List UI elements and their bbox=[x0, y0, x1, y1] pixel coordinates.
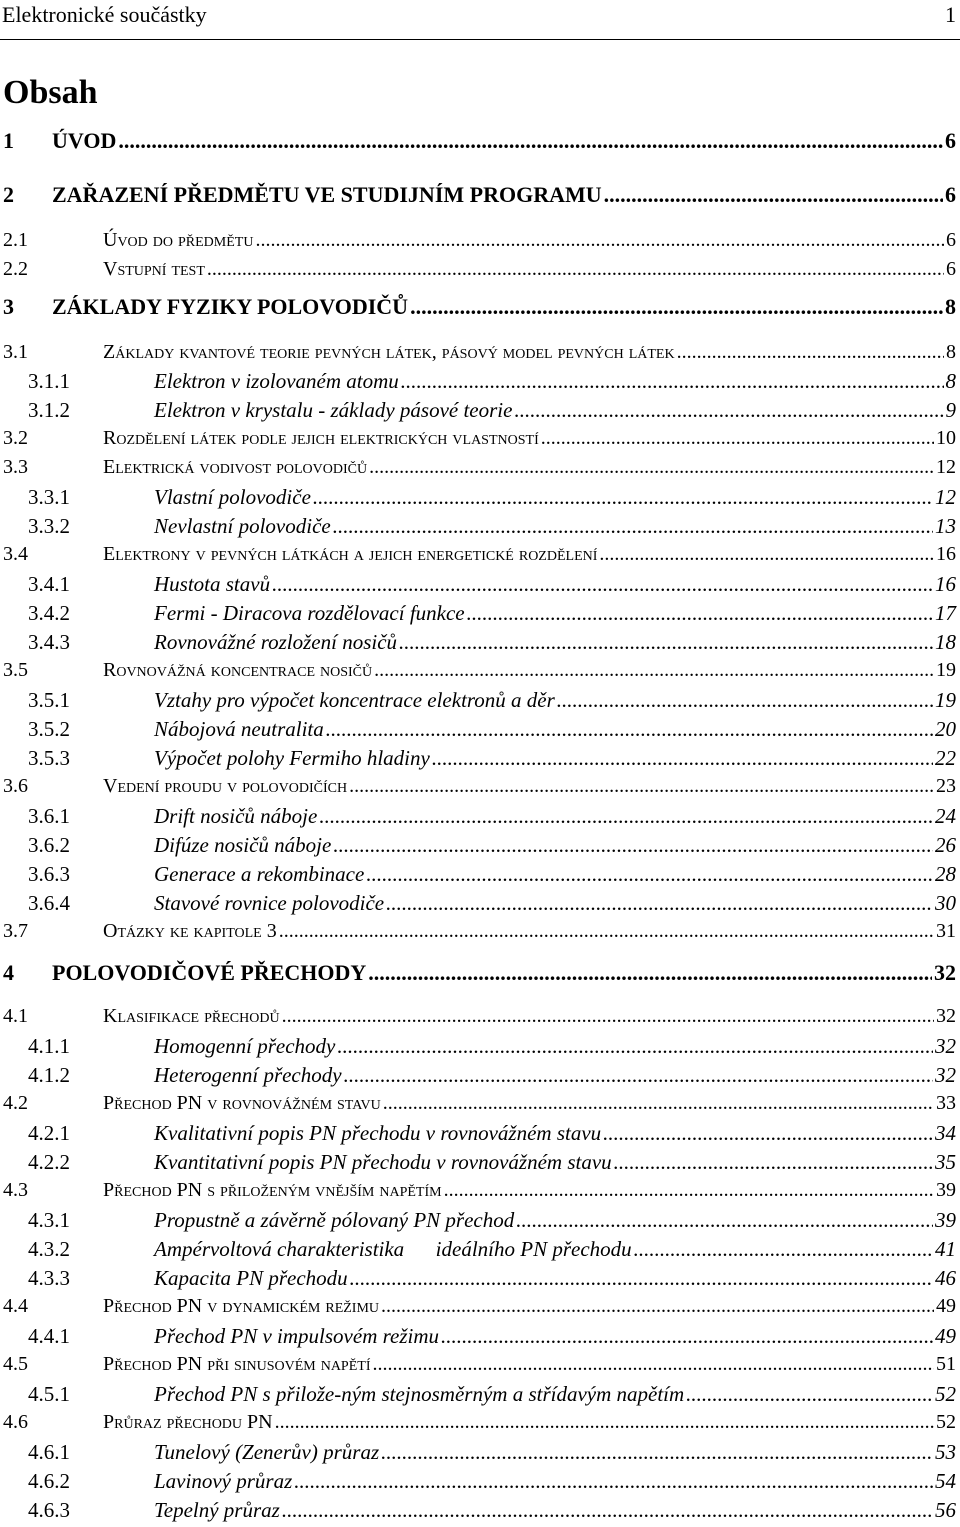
toc-dot-leader bbox=[514, 398, 943, 423]
toc-entry-number: 4.3.1 bbox=[28, 1208, 70, 1232]
toc-entry-page: 32 bbox=[934, 960, 956, 985]
toc-dot-leader bbox=[386, 891, 933, 916]
toc-entry-page: 35 bbox=[935, 1150, 956, 1174]
toc-entry[interactable] bbox=[0, 456, 960, 479]
toc-entry-page: 12 bbox=[936, 456, 956, 478]
toc-entry-page: 32 bbox=[936, 1005, 956, 1027]
toc-dot-leader bbox=[368, 960, 932, 986]
toc-entry[interactable] bbox=[0, 369, 960, 394]
toc-entry-number: 2.2 bbox=[3, 258, 28, 280]
toc-entry-title: Kvantitativní popis PN přechodu v rovnovážném stavu bbox=[154, 1150, 612, 1174]
toc-entry[interactable] bbox=[0, 601, 960, 626]
toc-entry[interactable] bbox=[0, 128, 960, 154]
toc-entry-title: POLOVODIČOVÉ PŘECHODY bbox=[52, 960, 367, 985]
toc-entry-number: 4.1.1 bbox=[28, 1034, 70, 1058]
toc-entry-page: 31 bbox=[936, 920, 956, 942]
toc-entry[interactable] bbox=[0, 341, 960, 364]
toc-entry-page: 8 bbox=[945, 294, 956, 319]
toc-dot-leader bbox=[282, 1498, 933, 1523]
toc-entry[interactable] bbox=[0, 1324, 960, 1349]
toc-entry-number: 3.1 bbox=[3, 341, 28, 363]
toc-entry-number: 3.5.2 bbox=[28, 717, 70, 741]
toc-entry[interactable] bbox=[0, 1063, 960, 1088]
toc-dot-leader bbox=[349, 775, 934, 798]
toc-entry-title: Průraz přechodu PN bbox=[103, 1411, 273, 1433]
toc-entry-title: Úvod do předmětu bbox=[103, 229, 254, 251]
toc-entry[interactable] bbox=[0, 1469, 960, 1494]
toc-entry-title: Heterogenní přechody bbox=[154, 1063, 342, 1087]
toc-entry[interactable] bbox=[0, 717, 960, 742]
toc-entry-number: 4.3 bbox=[3, 1179, 28, 1201]
toc-entry-title: Rovnovážné rozložení nosičů bbox=[154, 630, 398, 654]
toc-entry-title: Tunelový (Zenerův) průraz bbox=[154, 1440, 380, 1464]
toc-dot-leader bbox=[599, 543, 934, 566]
toc-entry-title: Fermi - Diracova rozdělovací funkce bbox=[154, 601, 465, 625]
toc-entry-number: 4.6.3 bbox=[28, 1498, 70, 1522]
toc-entry-title: Elektrická vodivost polovodičů bbox=[103, 456, 368, 478]
toc-dot-leader bbox=[401, 369, 944, 394]
toc-entry-number: 4.1 bbox=[3, 1005, 28, 1027]
toc-entry-number: 4.3.2 bbox=[28, 1237, 70, 1261]
toc-entry[interactable] bbox=[0, 229, 960, 252]
toc-entry-page: 19 bbox=[935, 688, 956, 712]
toc-dot-leader bbox=[344, 1063, 933, 1088]
toc-entry[interactable] bbox=[0, 258, 960, 281]
toc-entry[interactable] bbox=[0, 1498, 960, 1523]
toc-entry-page: 52 bbox=[935, 1382, 956, 1406]
toc-entry-page: 51 bbox=[936, 1353, 956, 1375]
toc-entry[interactable] bbox=[0, 543, 960, 566]
toc-dot-leader bbox=[516, 1208, 933, 1233]
toc-entry-title: Vedení proudu v polovodičích bbox=[103, 775, 348, 797]
toc-entry[interactable] bbox=[0, 1382, 960, 1407]
toc-dot-leader bbox=[467, 601, 933, 626]
toc-entry-title: Základy kvantové teorie pevných látek, pásový model pevných látek bbox=[103, 341, 675, 363]
toc-entry[interactable] bbox=[0, 572, 960, 597]
toc-entry-title: Homogenní přechody bbox=[154, 1034, 336, 1058]
toc-entry-title: Kvalitativní popis PN přechodu v rovnovážném stavu bbox=[154, 1121, 602, 1145]
toc-entry-title: Výpočet polohy Fermiho hladiny bbox=[154, 746, 430, 770]
toc-entry[interactable] bbox=[0, 862, 960, 887]
toc-dot-leader bbox=[313, 485, 933, 510]
header-page-number: 1 bbox=[945, 2, 956, 27]
toc-entry[interactable] bbox=[0, 1295, 960, 1318]
toc-entry[interactable] bbox=[0, 804, 960, 829]
toc-entry[interactable] bbox=[0, 775, 960, 798]
toc-entry-page: 8 bbox=[946, 341, 956, 363]
toc-entry-number: 4.2.1 bbox=[28, 1121, 70, 1145]
toc-dot-leader bbox=[333, 833, 933, 858]
toc-entry-page: 23 bbox=[936, 775, 956, 797]
toc-dot-leader bbox=[326, 717, 933, 742]
toc-entry-title: ÚVOD bbox=[52, 128, 117, 153]
toc-dot-leader bbox=[372, 1353, 934, 1376]
toc-entry[interactable] bbox=[0, 1266, 960, 1291]
toc-entry-number: 3 bbox=[3, 294, 14, 319]
toc-entry-number: 2 bbox=[3, 182, 14, 207]
toc-entry-page: 26 bbox=[935, 833, 956, 857]
toc-entry-title: Vstupní test bbox=[103, 258, 205, 280]
toc-dot-leader bbox=[294, 1469, 933, 1494]
toc-entry-number: 3.7 bbox=[3, 920, 28, 942]
toc-entry-page: 46 bbox=[935, 1266, 956, 1290]
toc-entry-title: Elektron v izolovaném atomu bbox=[154, 369, 399, 393]
toc-entry-page: 34 bbox=[935, 1121, 956, 1145]
toc-entry-title: Rovnovážná koncentrace nosičů bbox=[103, 659, 373, 681]
toc-entry-number: 4.3.3 bbox=[28, 1266, 70, 1290]
toc-dot-leader bbox=[381, 1295, 934, 1318]
toc-entry-number: 4.5.1 bbox=[28, 1382, 70, 1406]
toc-entry[interactable] bbox=[0, 920, 960, 943]
toc-dot-leader bbox=[319, 804, 933, 829]
toc-entry-number: 4.6.2 bbox=[28, 1469, 70, 1493]
toc-entry-title: Vlastní polovodiče bbox=[154, 485, 311, 509]
toc-entry[interactable] bbox=[0, 688, 960, 713]
toc-dot-leader bbox=[369, 456, 934, 479]
toc-entry-page: 9 bbox=[945, 398, 956, 422]
toc-entry[interactable] bbox=[0, 1034, 960, 1059]
toc-dot-leader bbox=[444, 1179, 934, 1202]
toc-dot-leader bbox=[279, 920, 934, 943]
header-title: Elektronické součástky bbox=[2, 2, 207, 27]
toc-entry[interactable] bbox=[0, 960, 960, 986]
toc-dot-leader bbox=[541, 427, 934, 450]
toc-entry-number: 3.4 bbox=[3, 543, 28, 565]
toc-entry-page: 17 bbox=[935, 601, 956, 625]
toc-entry-page: 54 bbox=[935, 1469, 956, 1493]
toc-entry-title: Otázky ke kapitole 3 bbox=[103, 920, 277, 942]
toc-entry-page: 10 bbox=[936, 427, 956, 449]
toc-entry-number: 3.4.3 bbox=[28, 630, 70, 654]
toc-entry-number: 3.6.1 bbox=[28, 804, 70, 828]
toc-dot-leader bbox=[603, 1121, 933, 1146]
toc-entry-number: 3.2 bbox=[3, 427, 28, 449]
toc-dot-leader bbox=[381, 1440, 933, 1465]
toc-entry-number: 3.4.2 bbox=[28, 601, 70, 625]
toc-entry[interactable] bbox=[0, 1353, 960, 1376]
toc-entry-number: 4.6 bbox=[3, 1411, 28, 1433]
toc-entry[interactable] bbox=[0, 485, 960, 510]
toc-dot-leader bbox=[614, 1150, 933, 1175]
toc-entry-page: 6 bbox=[945, 182, 956, 207]
toc-entry-page: 16 bbox=[935, 572, 956, 596]
toc-entry[interactable] bbox=[0, 630, 960, 655]
toc-entry[interactable] bbox=[0, 833, 960, 858]
toc-entry[interactable] bbox=[0, 659, 960, 682]
toc-entry-title: Elektrony v pevných látkách a jejich energetické rozdělení bbox=[103, 543, 598, 565]
toc-entry-page: 39 bbox=[935, 1208, 956, 1232]
toc-entry-page: 33 bbox=[936, 1092, 956, 1114]
toc-entry-number: 4.4.1 bbox=[28, 1324, 70, 1348]
toc-entry-title: Tepelný průraz bbox=[154, 1498, 280, 1522]
toc-dot-leader bbox=[337, 1034, 933, 1059]
toc-entry[interactable] bbox=[0, 427, 960, 450]
toc-entry-number: 3.5.3 bbox=[28, 746, 70, 770]
toc-entry-number: 3.6 bbox=[3, 775, 28, 797]
toc-entry-page: 53 bbox=[935, 1440, 956, 1464]
toc-dot-leader bbox=[410, 294, 943, 320]
toc-dot-leader bbox=[207, 258, 944, 281]
toc-entry-number: 3.3 bbox=[3, 456, 28, 478]
toc-dot-leader bbox=[333, 514, 933, 539]
toc-dot-leader bbox=[557, 688, 933, 713]
toc-entry-page: 12 bbox=[935, 485, 956, 509]
toc-dot-leader bbox=[634, 1237, 933, 1262]
toc-entry-title: Přechod PN v impulsovém režimu bbox=[154, 1324, 439, 1348]
toc-entry-title: Přechod PN v rovnovážném stavu bbox=[103, 1092, 381, 1114]
header-rule bbox=[0, 39, 960, 40]
toc-entry[interactable] bbox=[0, 294, 960, 320]
toc-heading: Obsah bbox=[3, 74, 98, 111]
toc-entry[interactable] bbox=[0, 398, 960, 423]
toc-entry-number: 4.2 bbox=[3, 1092, 28, 1114]
toc-entry-number: 3.6.2 bbox=[28, 833, 70, 857]
toc-entry-number: 4.1.2 bbox=[28, 1063, 70, 1087]
toc-dot-leader bbox=[272, 572, 933, 597]
toc-entry-title: Drift nosičů náboje bbox=[154, 804, 318, 828]
toc-entry-page: 16 bbox=[936, 543, 956, 565]
toc-entry[interactable] bbox=[0, 1411, 960, 1434]
toc-entry-number: 3.3.2 bbox=[28, 514, 70, 538]
toc-entry-page: 13 bbox=[935, 514, 956, 538]
toc-entry[interactable] bbox=[0, 1121, 960, 1146]
toc-entry-number: 3.6.4 bbox=[28, 891, 70, 915]
toc-entry-number: 4 bbox=[3, 960, 14, 985]
toc-entry[interactable] bbox=[0, 1440, 960, 1465]
toc-dot-leader bbox=[604, 182, 943, 208]
toc-dot-leader bbox=[350, 1266, 933, 1291]
toc-entry-number: 4.2.2 bbox=[28, 1150, 70, 1174]
page-header bbox=[0, 0, 960, 38]
toc-entry-title: ZAŘAZENÍ PŘEDMĚTU VE STUDIJNÍM PROGRAMU bbox=[52, 182, 602, 207]
toc-entry-page: 20 bbox=[935, 717, 956, 741]
toc-entry[interactable] bbox=[0, 1208, 960, 1233]
toc-entry-title: ZÁKLADY FYZIKY POLOVODIČŮ bbox=[52, 294, 409, 319]
toc-entry-page: 18 bbox=[935, 630, 956, 654]
toc-entry-number: 4.5 bbox=[3, 1353, 28, 1375]
toc-entry-page: 24 bbox=[935, 804, 956, 828]
toc-entry-page: 6 bbox=[946, 258, 956, 280]
toc-entry-page: 39 bbox=[936, 1179, 956, 1201]
toc-entry-page: 49 bbox=[935, 1324, 956, 1348]
toc-entry-page: 56 bbox=[935, 1498, 956, 1522]
toc-entry-title: Přechod PN s přilože-ným stejnosměrným a střídavým napětím bbox=[154, 1382, 685, 1406]
toc-entry-number: 2.1 bbox=[3, 229, 28, 251]
toc-entry-title: Přechod PN při sinusovém napětí bbox=[103, 1353, 371, 1375]
toc-entry-title: Přechod PN s přiloženým vnějším napětím bbox=[103, 1179, 442, 1201]
toc-entry-page: 6 bbox=[946, 229, 956, 251]
toc-entry[interactable] bbox=[0, 514, 960, 539]
toc-entry-page: 6 bbox=[945, 128, 956, 153]
toc-entry-page: 8 bbox=[945, 369, 956, 393]
toc-entry-title: Vztahy pro výpočet koncentrace elektronů a děr bbox=[154, 688, 555, 712]
toc-entry-page: 19 bbox=[936, 659, 956, 681]
toc-entry-page: 49 bbox=[936, 1295, 956, 1317]
toc-entry-title: Kapacita PN přechodu bbox=[154, 1266, 348, 1290]
toc-entry-title: Rozdělení látek podle jejich elektrických vlastností bbox=[103, 427, 539, 449]
toc-entry-title: Klasifikace přechodů bbox=[103, 1005, 280, 1027]
toc-entry[interactable] bbox=[0, 182, 960, 208]
toc-entry-number: 3.1.1 bbox=[28, 369, 70, 393]
toc-dot-leader bbox=[118, 128, 943, 154]
toc-dot-leader bbox=[686, 1382, 933, 1407]
toc-entry-title: Elektron v krystalu - základy pásové teorie bbox=[154, 398, 513, 422]
toc-entry-number: 3.1.2 bbox=[28, 398, 70, 422]
toc-entry-page: 52 bbox=[936, 1411, 956, 1433]
toc-entry-title: Hustota stavů bbox=[154, 572, 271, 596]
toc-entry-title: Přechod PN v dynamickém režimu bbox=[103, 1295, 380, 1317]
toc-entry-number: 3.5 bbox=[3, 659, 28, 681]
toc-entry[interactable] bbox=[0, 891, 960, 916]
toc-entry-title: Difúze nosičů náboje bbox=[154, 833, 332, 857]
toc-dot-leader bbox=[383, 1092, 934, 1115]
toc-dot-leader bbox=[374, 659, 934, 682]
toc-dot-leader bbox=[255, 229, 944, 252]
toc-entry[interactable] bbox=[0, 746, 960, 771]
toc-entry-page: 41 bbox=[935, 1237, 956, 1261]
toc-dot-leader bbox=[275, 1411, 934, 1434]
toc-entry-number: 4.6.1 bbox=[28, 1440, 70, 1464]
toc-entry-number: 1 bbox=[3, 128, 14, 153]
toc-entry-page: 22 bbox=[935, 746, 956, 770]
toc-dot-leader bbox=[441, 1324, 933, 1349]
toc-entry-title: Stavové rovnice polovodiče bbox=[154, 891, 385, 915]
toc-entry-title: Nevlastní polovodiče bbox=[154, 514, 331, 538]
toc-entry-page: 30 bbox=[935, 891, 956, 915]
toc-entry[interactable] bbox=[0, 1092, 960, 1115]
toc-dot-leader bbox=[399, 630, 933, 655]
toc-entry-number: 4.4 bbox=[3, 1295, 28, 1317]
toc-dot-leader bbox=[366, 862, 933, 887]
toc-entry-number: 3.3.1 bbox=[28, 485, 70, 509]
toc-entry[interactable] bbox=[0, 1237, 960, 1262]
toc-entry-number: 3.4.1 bbox=[28, 572, 70, 596]
toc-entry-page: 28 bbox=[935, 862, 956, 886]
toc-entry-page: 32 bbox=[935, 1063, 956, 1087]
toc-entry-title: Lavinový průraz bbox=[154, 1469, 293, 1493]
toc-dot-leader bbox=[432, 746, 933, 771]
toc-entry[interactable] bbox=[0, 1005, 960, 1028]
toc-dot-leader bbox=[677, 341, 944, 364]
toc-dot-leader bbox=[282, 1005, 934, 1028]
toc-entry[interactable] bbox=[0, 1150, 960, 1175]
toc-entry-title: Propustně a závěrně pólovaný PN přechod bbox=[154, 1208, 515, 1232]
toc-entry-title: Ampérvoltová charakteristika ideálního PN přechodu bbox=[154, 1237, 632, 1261]
toc-entry-number: 3.6.3 bbox=[28, 862, 70, 886]
toc-entry-number: 3.5.1 bbox=[28, 688, 70, 712]
toc-entry[interactable] bbox=[0, 1179, 960, 1202]
toc-entry-page: 32 bbox=[935, 1034, 956, 1058]
toc-entry-title: Nábojová neutralita bbox=[154, 717, 324, 741]
toc-entry-title: Generace a rekombinace bbox=[154, 862, 365, 886]
